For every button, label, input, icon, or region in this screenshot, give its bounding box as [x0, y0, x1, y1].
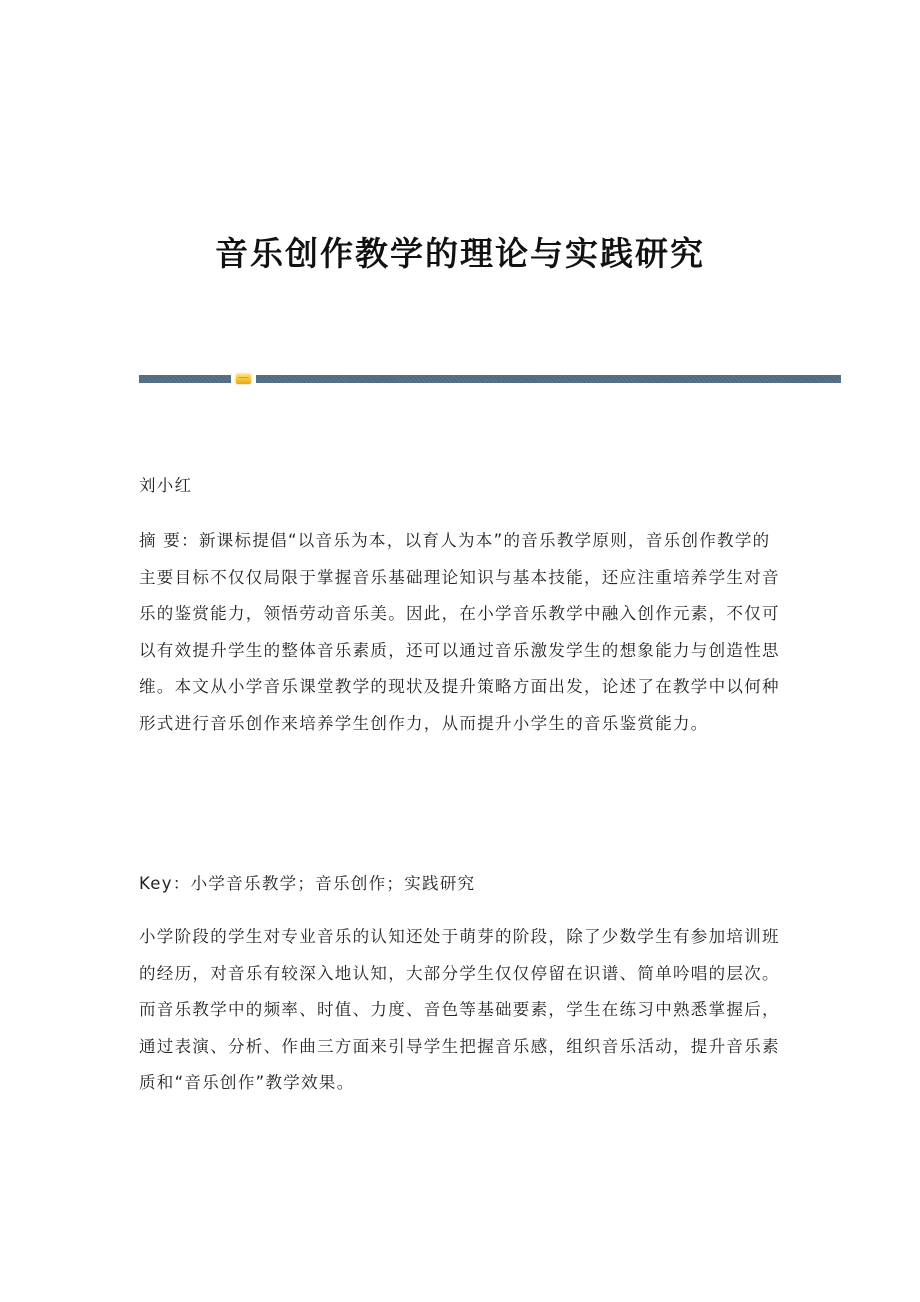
document-title: 音乐创作教学的理论与实践研究 — [215, 234, 705, 274]
keywords-label: Key： — [139, 874, 191, 893]
keywords-text: 小学音乐教学；音乐创作；实践研究 — [190, 874, 476, 893]
divider-bar-right — [256, 375, 841, 383]
author-name: 刘小红 — [139, 476, 193, 495]
keywords-line — [139, 866, 784, 902]
abstract-paragraph — [139, 523, 784, 742]
abstract-label: 摘 要： — [139, 531, 199, 550]
abstract-text: 新课标提倡“以音乐为本，以育人为本”的音乐教学原则，音乐创作教学的主要目标不仅仅局限于掌握音乐基础理论知识与基本技能，还应注重培养学生对音乐的鉴赏能力，领悟劳动音乐美。因此，在小学音乐教学中融入创作元素，不仅可以有效提升学生的整体音乐素质，还可以通过音乐激发学生的想象能力与创造性思维。本文从小学音乐课堂教学的现状及提升策略方面出发，论述了在教学中以何种形式进行音乐创作来培养学生创作力，从而提升小学生的音乐鉴赏能力。 — [139, 531, 780, 733]
divider-bar-left — [139, 375, 231, 383]
title-divider — [139, 375, 841, 384]
intro-paragraph: 小学阶段的学生对专业音乐的认知还处于萌芽的阶段，除了少数学生有参加培训班的经历，对音乐有较深入地认知，大部分学生仅仅停留在识谱、简单吟唱的层次。而音乐教学中的频率、时值、力度、音色等基础要素，学生在练习中熟悉掌握后，通过表演、分析、作曲三方面来引导学生把握音乐感，组织音乐活动，提升音乐素质和“音乐创作”教学效果。 — [139, 927, 780, 1092]
envelope-emblem-icon — [236, 374, 251, 384]
